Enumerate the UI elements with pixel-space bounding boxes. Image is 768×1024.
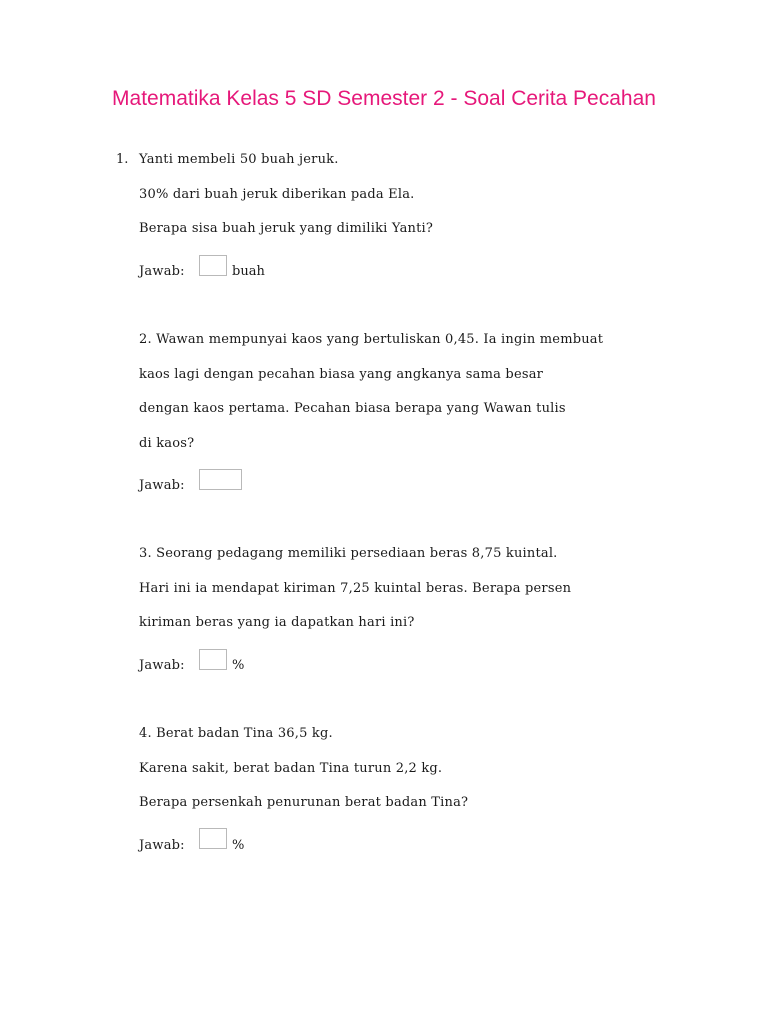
question-3-line-2: Hari ini ia mendapat kiriman 7,25 kuintal beras. Berapa persen [139, 581, 572, 596]
question-4-answer-label: Jawab: [139, 838, 185, 853]
question-1-number: 1. [116, 152, 129, 167]
question-1-line-2: 30% dari buah jeruk diberikan pada Ela. [139, 187, 415, 202]
question-3-line-3: kiriman beras yang ia dapatkan hari ini? [139, 615, 415, 630]
question-2-line-2: kaos lagi dengan pecahan biasa yang angkanya sama besar [139, 367, 544, 382]
question-1-answer-input[interactable] [199, 255, 227, 276]
question-2-line-3: dengan kaos pertama. Pecahan biasa berapa yang Wawan tulis [139, 401, 566, 416]
question-3-answer-input[interactable] [199, 649, 227, 670]
question-1-answer-unit: buah [232, 264, 265, 279]
question-4-line-2: Karena sakit, berat badan Tina turun 2,2 kg. [139, 761, 443, 776]
question-1-line-3: Berapa sisa buah jeruk yang dimiliki Yanti? [139, 221, 434, 236]
question-4-answer-unit: % [232, 838, 245, 853]
worksheet-title: Matematika Kelas 5 SD Semester 2 - Soal Cerita Pecahan [112, 87, 656, 110]
question-2-line-4: di kaos? [139, 436, 195, 451]
question-2-answer-label: Jawab: [139, 478, 185, 493]
question-2-line-1: 2. Wawan mempunyai kaos yang bertuliskan 0,45. Ia ingin membuat [139, 332, 604, 347]
question-4-line-3: Berapa persenkah penurunan berat badan Tina? [139, 795, 469, 810]
question-1-line-1: Yanti membeli 50 buah jeruk. [139, 152, 339, 167]
question-4-answer-input[interactable] [199, 828, 227, 849]
question-2-answer-input[interactable] [199, 469, 242, 490]
question-1-answer-label: Jawab: [139, 264, 185, 279]
question-3-line-1: 3. Seorang pedagang memiliki persediaan beras 8,75 kuintal. [139, 546, 558, 561]
question-3-answer-label: Jawab: [139, 658, 185, 673]
question-4-line-1: 4. Berat badan Tina 36,5 kg. [139, 726, 333, 741]
question-3-answer-unit: % [232, 658, 245, 673]
